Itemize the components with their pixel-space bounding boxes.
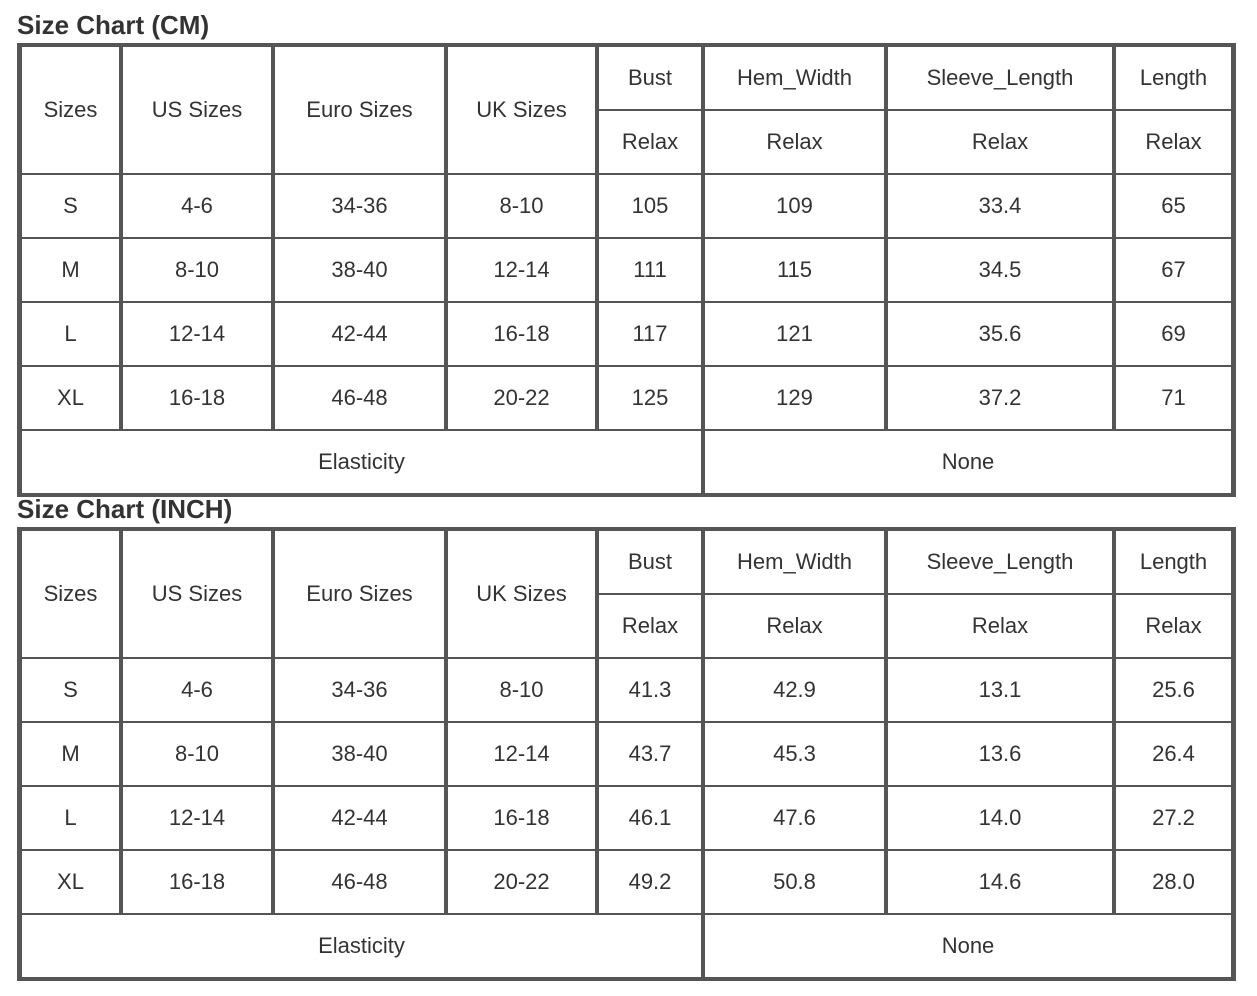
cell-hem-width: 50.8 <box>703 850 886 914</box>
cell-length: 67 <box>1114 238 1233 302</box>
cell-size: XL <box>20 850 121 914</box>
cell-euro: 38-40 <box>273 238 446 302</box>
subheader-relax: Relax <box>1114 594 1233 658</box>
cell-sleeve-length: 33.4 <box>886 174 1114 238</box>
cell-size: XL <box>20 366 121 430</box>
cell-length: 26.4 <box>1114 722 1233 786</box>
cell-hem-width: 129 <box>703 366 886 430</box>
cell-bust: 43.7 <box>597 722 703 786</box>
elasticity-row <box>20 914 1233 978</box>
cell-hem-width: 109 <box>703 174 886 238</box>
cell-us: 8-10 <box>121 238 273 302</box>
cell-uk: 16-18 <box>446 302 597 366</box>
cell-size: M <box>20 722 121 786</box>
table-row <box>20 238 1233 302</box>
cell-uk: 12-14 <box>446 238 597 302</box>
cell-sleeve-length: 35.6 <box>886 302 1114 366</box>
header-row <box>20 46 1233 110</box>
elasticity-value: None <box>703 430 1233 494</box>
cell-hem-width: 47.6 <box>703 786 886 850</box>
header-sizes: Sizes <box>20 530 121 658</box>
cell-uk: 8-10 <box>446 174 597 238</box>
size-chart-cm-table <box>17 43 1236 497</box>
cell-length: 71 <box>1114 366 1233 430</box>
cell-euro: 38-40 <box>273 722 446 786</box>
header-euro-sizes: Euro Sizes <box>273 530 446 658</box>
cell-bust: 41.3 <box>597 658 703 722</box>
cell-length: 25.6 <box>1114 658 1233 722</box>
cell-sleeve-length: 13.1 <box>886 658 1114 722</box>
elasticity-label: Elasticity <box>20 430 703 494</box>
subheader-relax: Relax <box>1114 110 1233 174</box>
cell-hem-width: 45.3 <box>703 722 886 786</box>
cell-hem-width: 121 <box>703 302 886 366</box>
subheader-relax: Relax <box>886 110 1114 174</box>
header-us-sizes: US Sizes <box>121 46 273 174</box>
header-hem-width: Hem_Width <box>703 46 886 110</box>
header-us-sizes: US Sizes <box>121 530 273 658</box>
header-sizes: Sizes <box>20 46 121 174</box>
cell-bust: 49.2 <box>597 850 703 914</box>
header-hem-width: Hem_Width <box>703 530 886 594</box>
elasticity-label: Elasticity <box>20 914 703 978</box>
cell-sleeve-length: 14.6 <box>886 850 1114 914</box>
cell-bust: 117 <box>597 302 703 366</box>
cell-bust: 111 <box>597 238 703 302</box>
cell-hem-width: 42.9 <box>703 658 886 722</box>
cell-euro: 34-36 <box>273 174 446 238</box>
cell-euro: 46-48 <box>273 850 446 914</box>
header-length: Length <box>1114 530 1233 594</box>
cell-uk: 12-14 <box>446 722 597 786</box>
cell-us: 8-10 <box>121 722 273 786</box>
table-row <box>20 658 1233 722</box>
cell-euro: 42-44 <box>273 786 446 850</box>
size-chart-inch-title: Size Chart (INCH) <box>17 494 233 524</box>
cell-euro: 34-36 <box>273 658 446 722</box>
subheader-relax: Relax <box>597 110 703 174</box>
header-euro-sizes: Euro Sizes <box>273 46 446 174</box>
cell-uk: 16-18 <box>446 786 597 850</box>
cell-length: 65 <box>1114 174 1233 238</box>
table-row <box>20 722 1233 786</box>
table-row <box>20 850 1233 914</box>
subheader-relax: Relax <box>886 594 1114 658</box>
table-row <box>20 366 1233 430</box>
subheader-relax: Relax <box>703 594 886 658</box>
cell-size: M <box>20 238 121 302</box>
cell-euro: 42-44 <box>273 302 446 366</box>
cell-bust: 105 <box>597 174 703 238</box>
subheader-relax: Relax <box>597 594 703 658</box>
cell-us: 16-18 <box>121 366 273 430</box>
cell-uk: 8-10 <box>446 658 597 722</box>
cell-us: 12-14 <box>121 302 273 366</box>
cell-us: 16-18 <box>121 850 273 914</box>
table-row <box>20 786 1233 850</box>
cell-uk: 20-22 <box>446 366 597 430</box>
cell-size: S <box>20 658 121 722</box>
cell-sleeve-length: 37.2 <box>886 366 1114 430</box>
cell-length: 27.2 <box>1114 786 1233 850</box>
header-sleeve-length: Sleeve_Length <box>886 530 1114 594</box>
subheader-relax: Relax <box>703 110 886 174</box>
cell-sleeve-length: 13.6 <box>886 722 1114 786</box>
cell-us: 12-14 <box>121 786 273 850</box>
header-sleeve-length: Sleeve_Length <box>886 46 1114 110</box>
cell-euro: 46-48 <box>273 366 446 430</box>
cell-length: 69 <box>1114 302 1233 366</box>
cell-us: 4-6 <box>121 658 273 722</box>
header-uk-sizes: UK Sizes <box>446 530 597 658</box>
header-uk-sizes: UK Sizes <box>446 46 597 174</box>
cell-size: S <box>20 174 121 238</box>
table-row <box>20 174 1233 238</box>
elasticity-row <box>20 430 1233 494</box>
size-chart-cm-title: Size Chart (CM) <box>17 10 210 40</box>
cell-sleeve-length: 14.0 <box>886 786 1114 850</box>
header-row <box>20 530 1233 594</box>
elasticity-value: None <box>703 914 1233 978</box>
header-length: Length <box>1114 46 1233 110</box>
cell-uk: 20-22 <box>446 850 597 914</box>
cell-bust: 46.1 <box>597 786 703 850</box>
table-row <box>20 302 1233 366</box>
header-bust: Bust <box>597 46 703 110</box>
header-bust: Bust <box>597 530 703 594</box>
cell-bust: 125 <box>597 366 703 430</box>
cell-size: L <box>20 302 121 366</box>
size-chart-inch-table <box>17 527 1236 981</box>
cell-sleeve-length: 34.5 <box>886 238 1114 302</box>
cell-size: L <box>20 786 121 850</box>
cell-us: 4-6 <box>121 174 273 238</box>
cell-hem-width: 115 <box>703 238 886 302</box>
cell-length: 28.0 <box>1114 850 1233 914</box>
